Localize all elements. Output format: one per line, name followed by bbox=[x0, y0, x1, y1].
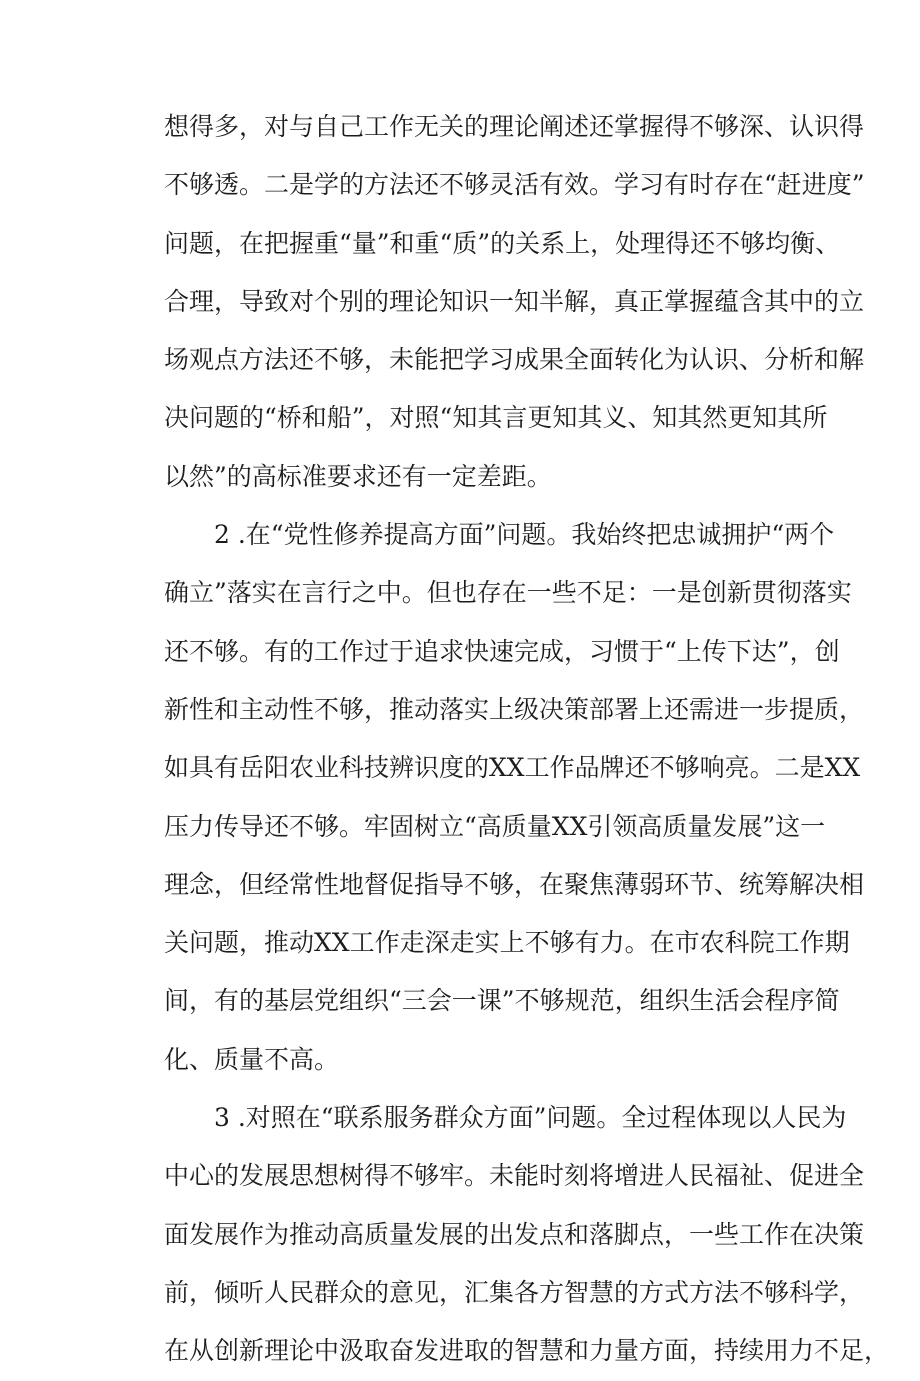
text-line: 问题，在把握重“量”和重“质”的关系上，处理得还不够均衡、 bbox=[164, 228, 841, 258]
text-line: 前，倾听人民群众的意见，汇集各方智慧的方式方法不够科学， bbox=[164, 1277, 865, 1307]
text-line: 3 .对照在“联系服务群众方面”问题。全过程体现以人民为 bbox=[214, 1103, 847, 1133]
text-line: 在从创新理论中汲取奋发进取的智慧和力量方面，持续用力不足， bbox=[164, 1336, 890, 1366]
paragraph-1 bbox=[164, 98, 865, 506]
text-line: 还不够。有的工作过于追求快速完成，习惯于“上传下达”，创 bbox=[164, 636, 840, 666]
text-line: 面发展作为推动高质量发展的出发点和落脚点，一些工作在决策 bbox=[164, 1219, 865, 1249]
text-line: 压力传导还不够。牢固树立“高质量XX引领高质量发展”这一 bbox=[164, 811, 826, 841]
text-line: 决问题的“桥和船”，对照“知其言更知其义、知其然更知其所 bbox=[164, 403, 828, 433]
paragraph-2 bbox=[164, 506, 865, 1089]
text-line: 化、质量不高。 bbox=[164, 1044, 340, 1074]
text-line: 新性和主动性不够，推动落实上级决策部署上还需进一步提质， bbox=[164, 694, 865, 724]
paragraph-3 bbox=[164, 1089, 890, 1380]
text-line: 理念，但经常性地督促指导不够，在聚焦薄弱环节、统筹解决相 bbox=[164, 869, 865, 899]
text-line: 如具有岳阳农业科技辨识度的XX工作品牌还不够响亮。二是XX bbox=[164, 753, 861, 783]
text-line: 关问题，推动XX工作走深走实上不够有力。在市农科院工作期 bbox=[164, 928, 850, 958]
text-line: 间，有的基层党组织“三会一课”不够规范，组织生活会程序简 bbox=[164, 986, 840, 1016]
text-line: 合理，导致对个别的理论知识一知半解，真正掌握蕴含其中的立 bbox=[164, 286, 865, 316]
text-line: 中心的发展思想树得不够牢。未能时刻将增进人民福祉、促进全 bbox=[164, 1161, 865, 1191]
text-line: 不够透。二是学的方法还不够灵活有效。学习有时存在“赶进度” bbox=[164, 170, 865, 200]
text-line: 2 .在“党性修养提高方面”问题。我始终把忠诚拥护“两个 bbox=[214, 520, 835, 550]
text-line: 想得多，对与自己工作无关的理论阐述还掌握得不够深、认识得 bbox=[164, 112, 865, 141]
document-body bbox=[164, 98, 890, 1381]
text-line: 以然”的高标准要求还有一定差距。 bbox=[164, 461, 552, 491]
text-line: 场观点方法还不够，未能把学习成果全面转化为认识、分析和解 bbox=[164, 345, 865, 375]
text-line: 确立”落实在言行之中。但也存在一些不足：一是创新贯彻落实 bbox=[164, 578, 852, 608]
